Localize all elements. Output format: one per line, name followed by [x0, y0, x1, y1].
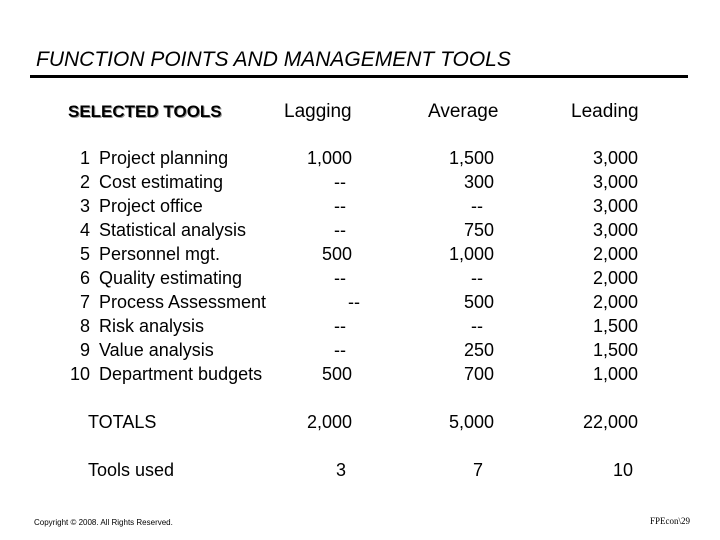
tool-name: Cost estimating — [99, 172, 224, 192]
leading-value: 3,000 — [592, 220, 638, 240]
slide-title: FUNCTION POINTS AND MANAGEMENT TOOLS — [36, 48, 511, 71]
average-value: 300 — [463, 172, 494, 192]
row-number: 9 — [79, 340, 90, 360]
table-row — [0, 268, 720, 292]
tool-name: Department budgets — [99, 364, 263, 384]
totals-leading: 22,000 — [582, 412, 638, 432]
leading-value: 3,000 — [592, 172, 638, 192]
totals-row — [0, 412, 720, 436]
title-underline — [30, 75, 688, 78]
lagging-value: -- — [334, 268, 346, 288]
average-value: 250 — [463, 340, 494, 360]
lagging-value: -- — [334, 172, 346, 192]
row-number: 4 — [79, 220, 90, 240]
row-number: 7 — [79, 292, 90, 312]
table-row — [0, 316, 720, 340]
totals-label: TOTALS — [88, 412, 157, 432]
totals-average: 5,000 — [448, 412, 494, 432]
table-row — [0, 172, 720, 196]
tools-used-label: Tools used — [88, 460, 175, 480]
tool-name: Value analysis — [99, 340, 214, 360]
tool-name: Personnel mgt. — [99, 244, 221, 264]
row-number: 3 — [79, 196, 90, 216]
row-number: 10 — [69, 364, 90, 384]
tool-name: Quality estimating — [99, 268, 243, 288]
tool-name: Statistical analysis — [99, 220, 247, 240]
average-value: 700 — [463, 364, 494, 384]
tools-used-average: 7 — [472, 460, 483, 480]
tool-name: Risk analysis — [99, 316, 205, 336]
table-row — [0, 196, 720, 220]
leading-value: 1,500 — [592, 316, 638, 336]
table-row — [0, 292, 720, 316]
row-number: 8 — [79, 316, 90, 336]
average-value: 500 — [463, 292, 494, 312]
table-row — [0, 148, 720, 172]
totals-lagging: 2,000 — [306, 412, 352, 432]
tool-name: Process Assessment — [99, 292, 267, 312]
lagging-value: -- — [348, 292, 360, 312]
row-number: 1 — [79, 148, 90, 168]
row-number: 2 — [79, 172, 90, 192]
lagging-value: -- — [334, 220, 346, 240]
average-value: 750 — [463, 220, 494, 240]
average-value: -- — [471, 268, 483, 288]
average-value: -- — [471, 316, 483, 336]
tools-used-lagging: 3 — [335, 460, 346, 480]
tools-used-row — [0, 460, 720, 484]
slide-reference: FPEcon\29 — [649, 516, 690, 526]
table-row — [0, 364, 720, 388]
leading-value: 1,500 — [592, 340, 638, 360]
header-average: Average — [428, 101, 499, 122]
tool-name: Project office — [99, 196, 203, 216]
average-value: -- — [471, 196, 483, 216]
leading-value: 3,000 — [592, 196, 638, 216]
lagging-value: -- — [334, 316, 346, 336]
tools-used-leading: 10 — [612, 460, 633, 480]
lagging-value: -- — [334, 196, 346, 216]
header-leading: Leading — [571, 101, 639, 122]
row-number: 5 — [79, 244, 90, 264]
row-number: 6 — [79, 268, 90, 288]
table-row — [0, 244, 720, 268]
tool-name: Project planning — [99, 148, 229, 168]
leading-value: 1,000 — [592, 364, 638, 384]
lagging-value: 1,000 — [306, 148, 352, 168]
header-selected-tools: SELECTED TOOLS — [68, 102, 222, 121]
table-row — [0, 220, 720, 244]
header-lagging: Lagging — [284, 101, 352, 122]
table-row — [0, 340, 720, 364]
leading-value: 3,000 — [592, 148, 638, 168]
average-value: 1,000 — [448, 244, 494, 264]
lagging-value: 500 — [321, 364, 352, 384]
average-value: 1,500 — [448, 148, 494, 168]
copyright-notice: Copyright © 2008. All Rights Reserved. — [34, 518, 173, 527]
leading-value: 2,000 — [592, 292, 638, 312]
leading-value: 2,000 — [592, 244, 638, 264]
lagging-value: -- — [334, 340, 346, 360]
leading-value: 2,000 — [592, 268, 638, 288]
lagging-value: 500 — [321, 244, 352, 264]
